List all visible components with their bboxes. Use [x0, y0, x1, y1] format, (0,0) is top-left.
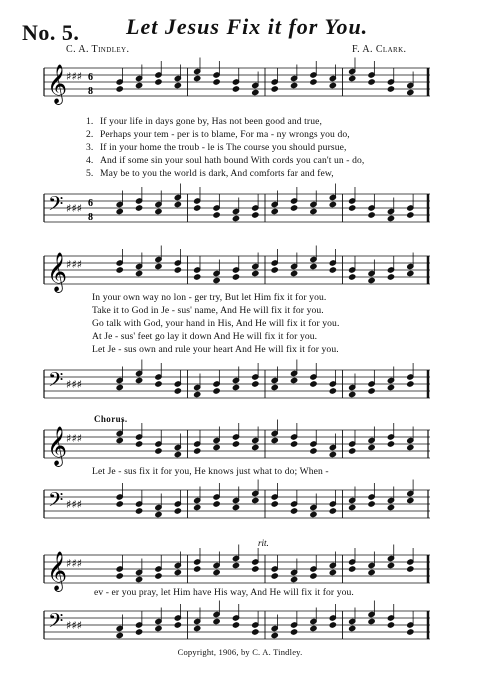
svg-text:𝄢: 𝄢 — [48, 609, 64, 637]
note-head — [194, 391, 201, 397]
note-head — [329, 451, 336, 457]
note-head — [252, 89, 259, 95]
note-head — [271, 573, 278, 579]
note-head — [368, 569, 375, 575]
treble-clef-icon: 𝄞 — [47, 64, 68, 104]
note-head — [407, 270, 414, 276]
system-3-treble-notes — [116, 420, 414, 459]
note-head — [329, 267, 336, 273]
note-head — [213, 501, 220, 507]
note-head — [213, 618, 220, 624]
note-head — [349, 75, 356, 81]
note-head — [116, 501, 123, 507]
note-head — [174, 201, 181, 207]
note-head — [349, 274, 356, 280]
note-head — [387, 86, 394, 92]
note-head — [387, 384, 394, 390]
note-head — [232, 562, 239, 568]
svg-text:𝄞: 𝄞 — [47, 426, 68, 466]
note-head — [174, 388, 181, 394]
system-3-bass-notes — [116, 480, 414, 519]
note-head — [174, 508, 181, 514]
note-head — [290, 576, 297, 582]
note-head — [329, 622, 336, 628]
verse-4-line-a: 4. And if some sin your soul hath bound With cords you can't un - do, — [86, 155, 365, 166]
note-head — [174, 622, 181, 628]
note-head — [116, 573, 123, 579]
note-head — [368, 212, 375, 218]
note-head — [232, 215, 239, 221]
note-head — [155, 448, 162, 454]
note-head — [116, 632, 123, 638]
note-head — [387, 562, 394, 568]
note-head — [290, 270, 297, 276]
note-head — [252, 566, 259, 572]
note-head — [349, 205, 356, 211]
note-head — [329, 569, 336, 575]
note-head — [310, 263, 317, 269]
note-head — [135, 377, 142, 383]
note-head — [349, 504, 356, 510]
note-head — [271, 208, 278, 214]
note-head — [116, 208, 123, 214]
note-head — [349, 566, 356, 572]
note-head — [329, 201, 336, 207]
chorus-line-1: Let Je - sus fix it for you, He knows just what to do; When - — [92, 466, 329, 477]
note-head — [135, 629, 142, 635]
note-head — [116, 384, 123, 390]
note-head — [310, 208, 317, 214]
svg-text:♯♯♯: ♯♯♯ — [66, 432, 82, 445]
note-head — [290, 377, 297, 383]
hymn-number: No. 5. — [22, 20, 80, 45]
note-head — [368, 501, 375, 507]
note-head — [135, 82, 142, 88]
svg-text:𝄞: 𝄞 — [47, 551, 68, 591]
note-head — [155, 625, 162, 631]
note-head — [174, 569, 181, 575]
note-head — [290, 508, 297, 514]
note-head — [213, 212, 220, 218]
note-head — [310, 79, 317, 85]
note-head — [155, 573, 162, 579]
note-head — [232, 86, 239, 92]
note-head — [155, 511, 162, 517]
note-head — [349, 448, 356, 454]
note-head — [310, 625, 317, 631]
note-head — [407, 381, 414, 387]
note-head — [232, 384, 239, 390]
bass-clef-icon: 𝄢 — [48, 192, 64, 220]
verse-2-line-a: 2. Perhaps your tem - per is to blame, For ma - ny wrongs you do, — [86, 129, 350, 140]
note-head — [407, 566, 414, 572]
note-head — [135, 270, 142, 276]
note-head — [368, 277, 375, 283]
note-head — [194, 625, 201, 631]
note-head — [252, 629, 259, 635]
note-head — [155, 381, 162, 387]
note-head — [194, 504, 201, 510]
note-head — [290, 205, 297, 211]
svg-text:♯♯♯: ♯♯♯ — [66, 557, 82, 570]
note-head — [271, 384, 278, 390]
note-head — [194, 448, 201, 454]
note-head — [271, 267, 278, 273]
svg-text:♯♯♯: ♯♯♯ — [66, 498, 82, 511]
note-head — [155, 263, 162, 269]
system-4-treble-notes — [116, 545, 414, 584]
hymn-title: Let Jesus Fix it for You. — [126, 14, 369, 39]
note-head — [310, 573, 317, 579]
note-head — [213, 569, 220, 575]
note-head — [232, 441, 239, 447]
svg-text:𝄢: 𝄢 — [48, 368, 64, 396]
system-3-bass-staff — [0, 480, 480, 540]
verse-1-line-b: In your own way no lon - ger try, But let Him fix it for you. — [92, 292, 327, 303]
note-head — [232, 622, 239, 628]
note-head — [407, 629, 414, 635]
note-head — [194, 274, 201, 280]
note-head — [194, 205, 201, 211]
note-head — [116, 86, 123, 92]
note-head — [116, 437, 123, 443]
note-head — [174, 451, 181, 457]
verse-5-line-b: Let Je - sus own and rule your heart And He will fix it for you. — [92, 344, 339, 355]
note-head — [213, 79, 220, 85]
note-head — [271, 437, 278, 443]
note-head — [194, 75, 201, 81]
note-head — [252, 381, 259, 387]
note-head — [135, 205, 142, 211]
note-head — [213, 444, 220, 450]
system-1-treble-staff — [0, 58, 480, 118]
note-head — [329, 388, 336, 394]
system-2-bass-staff — [0, 360, 480, 420]
note-head — [271, 501, 278, 507]
verse-2-line-b: Take it to God in Je - sus' name, And He will fix it for you. — [92, 305, 324, 316]
copyright-notice: Copyright, 1906, by C. A. Tindley. — [177, 647, 303, 657]
note-head — [368, 79, 375, 85]
note-head — [407, 212, 414, 218]
note-head — [174, 82, 181, 88]
ritardando-mark: rit. — [258, 538, 269, 548]
verse-4-line-b: At Je - sus' feet go lay it down And He will fix it for you. — [92, 331, 318, 342]
note-head — [349, 625, 356, 631]
key-signature-sharps: ♯♯♯ — [66, 70, 82, 83]
note-head — [387, 215, 394, 221]
note-head — [387, 504, 394, 510]
note-head — [290, 82, 297, 88]
note-head — [329, 508, 336, 514]
note-head — [135, 508, 142, 514]
time-signature: 6 — [88, 72, 93, 83]
note-head — [155, 79, 162, 85]
note-head — [368, 388, 375, 394]
note-head — [368, 444, 375, 450]
system-4-bass-notes — [116, 601, 414, 640]
note-head — [387, 441, 394, 447]
note-head — [213, 277, 220, 283]
verse-3-line-a: 3. If in your home the troub - le is The course you should pursue, — [86, 142, 347, 153]
note-head — [135, 441, 142, 447]
note-head — [252, 212, 259, 218]
chorus-line-2: ev - er you pray, let Him have His way, And He will fix it for you. — [94, 587, 354, 598]
note-head — [135, 576, 142, 582]
note-head — [155, 208, 162, 214]
note-head — [290, 441, 297, 447]
system-1-treble-notes — [116, 58, 414, 97]
composer-credit: C. A. Tindley. — [66, 44, 130, 55]
note-head — [116, 267, 123, 273]
note-head — [252, 497, 259, 503]
note-head — [349, 391, 356, 397]
svg-text:♯♯♯: ♯♯♯ — [66, 378, 82, 391]
note-head — [387, 622, 394, 628]
note-head — [252, 270, 259, 276]
svg-text:𝄞: 𝄞 — [47, 252, 68, 292]
note-head — [271, 86, 278, 92]
note-head — [232, 274, 239, 280]
note-head — [368, 618, 375, 624]
svg-text:8: 8 — [88, 86, 93, 97]
verse-3-line-b: Go talk with God, your hand in His, And He will fix it for you. — [92, 318, 340, 329]
svg-text:♯♯♯: ♯♯♯ — [66, 619, 82, 632]
note-head — [387, 274, 394, 280]
verse-5-line-a: 5. May be to you the world is dark, And comforts far and few, — [86, 168, 334, 179]
note-head — [407, 497, 414, 503]
system-1-bass-staff — [0, 184, 480, 244]
system-1-bass-notes — [116, 184, 414, 223]
svg-text:♯♯♯: ♯♯♯ — [66, 258, 82, 271]
chorus-label: Chorus. — [94, 414, 128, 424]
system-2-bass-notes — [116, 360, 414, 399]
note-head — [194, 566, 201, 572]
note-head — [174, 267, 181, 273]
svg-text:6: 6 — [88, 198, 93, 209]
note-head — [310, 511, 317, 517]
note-head — [329, 82, 336, 88]
note-head — [271, 632, 278, 638]
note-head — [232, 504, 239, 510]
note-head — [290, 629, 297, 635]
svg-text:8: 8 — [88, 212, 93, 223]
note-head — [310, 381, 317, 387]
svg-text:𝄢: 𝄢 — [48, 488, 64, 516]
system-2-treble-notes — [116, 246, 414, 285]
note-head — [213, 388, 220, 394]
verse-1-line-a: 1. If your life in days gone by, Has not been good and true, — [86, 116, 322, 127]
note-head — [252, 444, 259, 450]
note-head — [407, 444, 414, 450]
author-credit: F. A. Clark. — [352, 44, 407, 55]
note-head — [310, 448, 317, 454]
svg-text:♯♯♯: ♯♯♯ — [66, 202, 82, 215]
note-head — [407, 89, 414, 95]
